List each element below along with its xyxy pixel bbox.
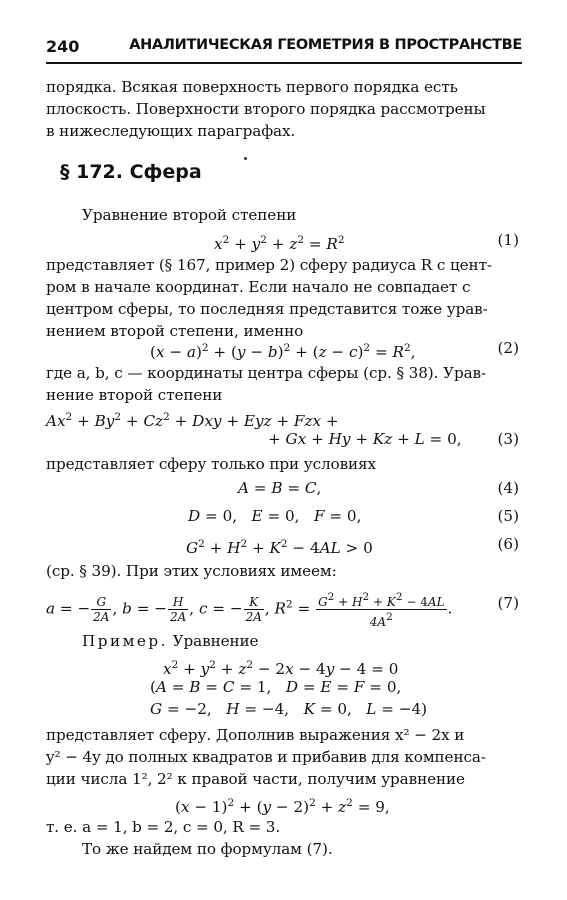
section-title: § 172. Сфера bbox=[60, 161, 202, 183]
equation-7: a = − $\frac{G}{2A}$ , b = − $\frac{H}{2A}$ , c = − $\frac{K}{2A}$ , $R^2$ = $\frac{G2 + H2 + K2 - 4AL}{4A2}$ . bbox=[46, 591, 453, 629]
example-equation: $x^2 + y^2 + z^2 - 2x - 4y - 4 = 0$ bbox=[163, 659, 399, 678]
result-line: т. е. a = 1, b = 2, c = 0, R = 3. bbox=[46, 818, 281, 836]
equation-1-number: (1) bbox=[497, 231, 519, 249]
equation-5: D = 0, E = 0, F = 0, bbox=[188, 507, 362, 525]
equation-7-number: (7) bbox=[497, 594, 519, 612]
equation-6-number: (6) bbox=[497, 535, 519, 553]
equation-5-number: (5) bbox=[497, 507, 519, 525]
equation-1: $x^2 + y^2 + z^2 = R^2$ bbox=[214, 234, 345, 253]
paragraph-2-line-3: центром сферы, то последняя представится тоже урав- bbox=[46, 300, 488, 318]
equation-3-line-1: $Ax^2 + By^2 + Cz^2$ + Dxy + Eyz + Fzx + bbox=[46, 411, 339, 430]
equation-6: $G^2 + H^2 + K^2 - 4AL > 0$ bbox=[186, 538, 373, 557]
page-number: 240 bbox=[46, 37, 80, 56]
intro-line-1: порядка. Всякая поверхность первого порядка есть bbox=[46, 78, 458, 96]
running-header bbox=[46, 37, 522, 59]
paragraph-5: (ср. § 39). При этих условиях имеем: bbox=[46, 562, 337, 580]
header-rule bbox=[46, 62, 522, 64]
equation-4-number: (4) bbox=[497, 479, 519, 497]
completed-square-equation: $(x - 1)^2 + (y - 2)^2 + z^2 = 9$, bbox=[175, 797, 390, 816]
equation-3-number: (3) bbox=[497, 430, 519, 448]
example-heading bbox=[82, 630, 258, 652]
equation-4: A = B = C, bbox=[238, 479, 322, 497]
paragraph-6-line-2: y² − 4y до полных квадратов и прибавив для компенса- bbox=[46, 748, 486, 766]
paragraph-3-line-2: нение второй степени bbox=[46, 386, 223, 404]
example-text: Уравнение bbox=[167, 632, 259, 650]
paragraph-1: Уравнение второй степени bbox=[82, 206, 297, 224]
paragraph-6-line-3: ции числа 1², 2² к правой части, получим уравнение bbox=[46, 770, 465, 788]
paragraph-4: представляет сферу только при условиях bbox=[46, 455, 376, 473]
paragraph-2-line-1: представляет (§ 167, пример 2) сферу радиуса R с цент- bbox=[46, 256, 492, 274]
intro-line-2: плоскость. Поверхности второго порядка рассмотрены bbox=[46, 100, 486, 118]
paragraph-2-line-2: ром в начале координат. Если начало не совпадает с bbox=[46, 278, 471, 296]
example-coefficients-2: G = −2, H = −4, K = 0, L = −4) bbox=[150, 700, 428, 718]
print-speck bbox=[244, 157, 247, 160]
equation-2-number: (2) bbox=[497, 339, 519, 357]
equation-3-line-2: + Gx + Hy + Kz + L = 0, bbox=[268, 430, 462, 448]
paragraph-3-line-1: где a, b, c — координаты центра сферы (ср. § 38). Урав- bbox=[46, 364, 487, 382]
closing-line: То же найдем по формулам (7). bbox=[82, 840, 333, 858]
equation-2: $(x - a)^2 + (y - b)^2 + (z - c)^2 = R^2$, bbox=[150, 342, 416, 361]
paragraph-6-line-1: представляет сферу. Дополнив выражения x² − 2x и bbox=[46, 726, 465, 744]
example-coefficients-1: (A = B = C = 1, D = E = F = 0, bbox=[150, 678, 402, 696]
intro-line-3: в нижеследующих параграфах. bbox=[46, 122, 296, 140]
paragraph-2-line-4: нением второй степени, именно bbox=[46, 322, 304, 340]
running-title: АНАЛИТИЧЕСКАЯ ГЕОМЕТРИЯ В ПРОСТРАНСТВЕ bbox=[129, 37, 522, 53]
example-label: Пример. bbox=[82, 632, 168, 650]
